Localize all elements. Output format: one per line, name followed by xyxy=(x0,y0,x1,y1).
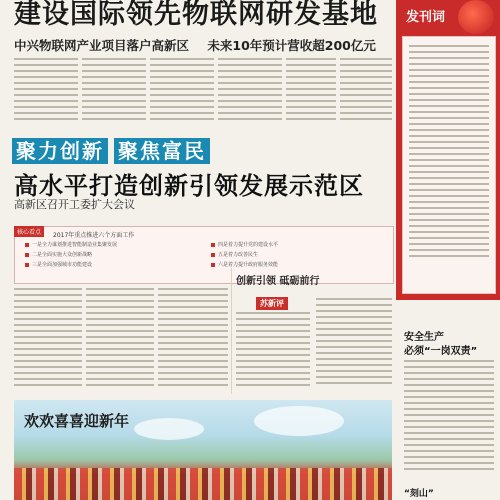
column-title: 发刊词 xyxy=(404,6,447,25)
commentary-col-2 xyxy=(316,298,392,396)
top-article-col-4 xyxy=(218,58,282,128)
sidebar-footer-headline: “刻山” xyxy=(404,489,434,499)
sidebar-text xyxy=(409,45,489,285)
main-article-col-3 xyxy=(158,288,228,396)
main-headline: 高水平打造创新引领发展示范区 xyxy=(14,172,364,200)
main-subhead: 高新区召开工委扩大会议 xyxy=(14,198,135,211)
photo-cloud xyxy=(134,418,204,440)
key-points-tag: 核心看点 xyxy=(14,226,44,237)
photo-performers xyxy=(14,468,392,500)
top-article-col-3 xyxy=(150,58,214,128)
key-point-1: 一是全力谋划推进智能制造业集聚发展 xyxy=(25,241,117,248)
banner-chip-2: 聚焦富民 xyxy=(114,138,210,164)
key-point-2: 二是全面实施大众创新战略 xyxy=(25,251,92,258)
photo-caption: 欢欢喜喜迎新年 xyxy=(24,412,130,430)
banner-chip-1: 聚力创新 xyxy=(12,138,108,164)
key-points-box xyxy=(14,226,394,284)
key-point-6: 六是着力提升政府服务效能 xyxy=(211,261,278,268)
main-article-col-1 xyxy=(14,288,82,396)
key-point-4: 四是着力提升党的建设水平 xyxy=(211,241,278,248)
commentary-col-1 xyxy=(236,312,310,396)
main-article-col-2 xyxy=(86,288,154,396)
top-headline: 建设国际领先物联网研发基地 xyxy=(14,0,378,30)
top-article-col-1 xyxy=(14,58,78,128)
new-year-photo xyxy=(14,400,392,500)
main-banner xyxy=(12,138,210,164)
sidebar-article-text xyxy=(404,360,494,480)
commentary-title: 创新引领 砥砺前行 xyxy=(236,276,320,287)
top-article-col-6 xyxy=(340,58,392,128)
top-subhead-1: 中兴物联网产业项目落户高新区 xyxy=(14,38,190,53)
key-point-3: 三是全面加强城市功能建设 xyxy=(25,261,92,268)
commentary-divider xyxy=(231,268,232,394)
key-point-5: 五是着力改善民生 xyxy=(211,251,258,258)
photo-cloud xyxy=(254,406,344,436)
top-subhead-2: 未来10年预计营收超200亿元 xyxy=(207,38,376,53)
top-article-col-5 xyxy=(286,58,336,128)
commentary-tag: 苏新评 xyxy=(256,297,288,310)
sidebar-inner-panel xyxy=(402,36,496,294)
key-points-title: 2017年重点推进六个方面工作 xyxy=(53,232,135,239)
sidebar-article-headline-1: 安全生产 xyxy=(404,332,444,343)
top-subheads xyxy=(14,36,394,54)
sidebar-article-headline-2: 必须“一岗双责” xyxy=(404,346,478,357)
lantern-icon xyxy=(458,0,494,34)
top-article-col-2 xyxy=(82,58,146,128)
